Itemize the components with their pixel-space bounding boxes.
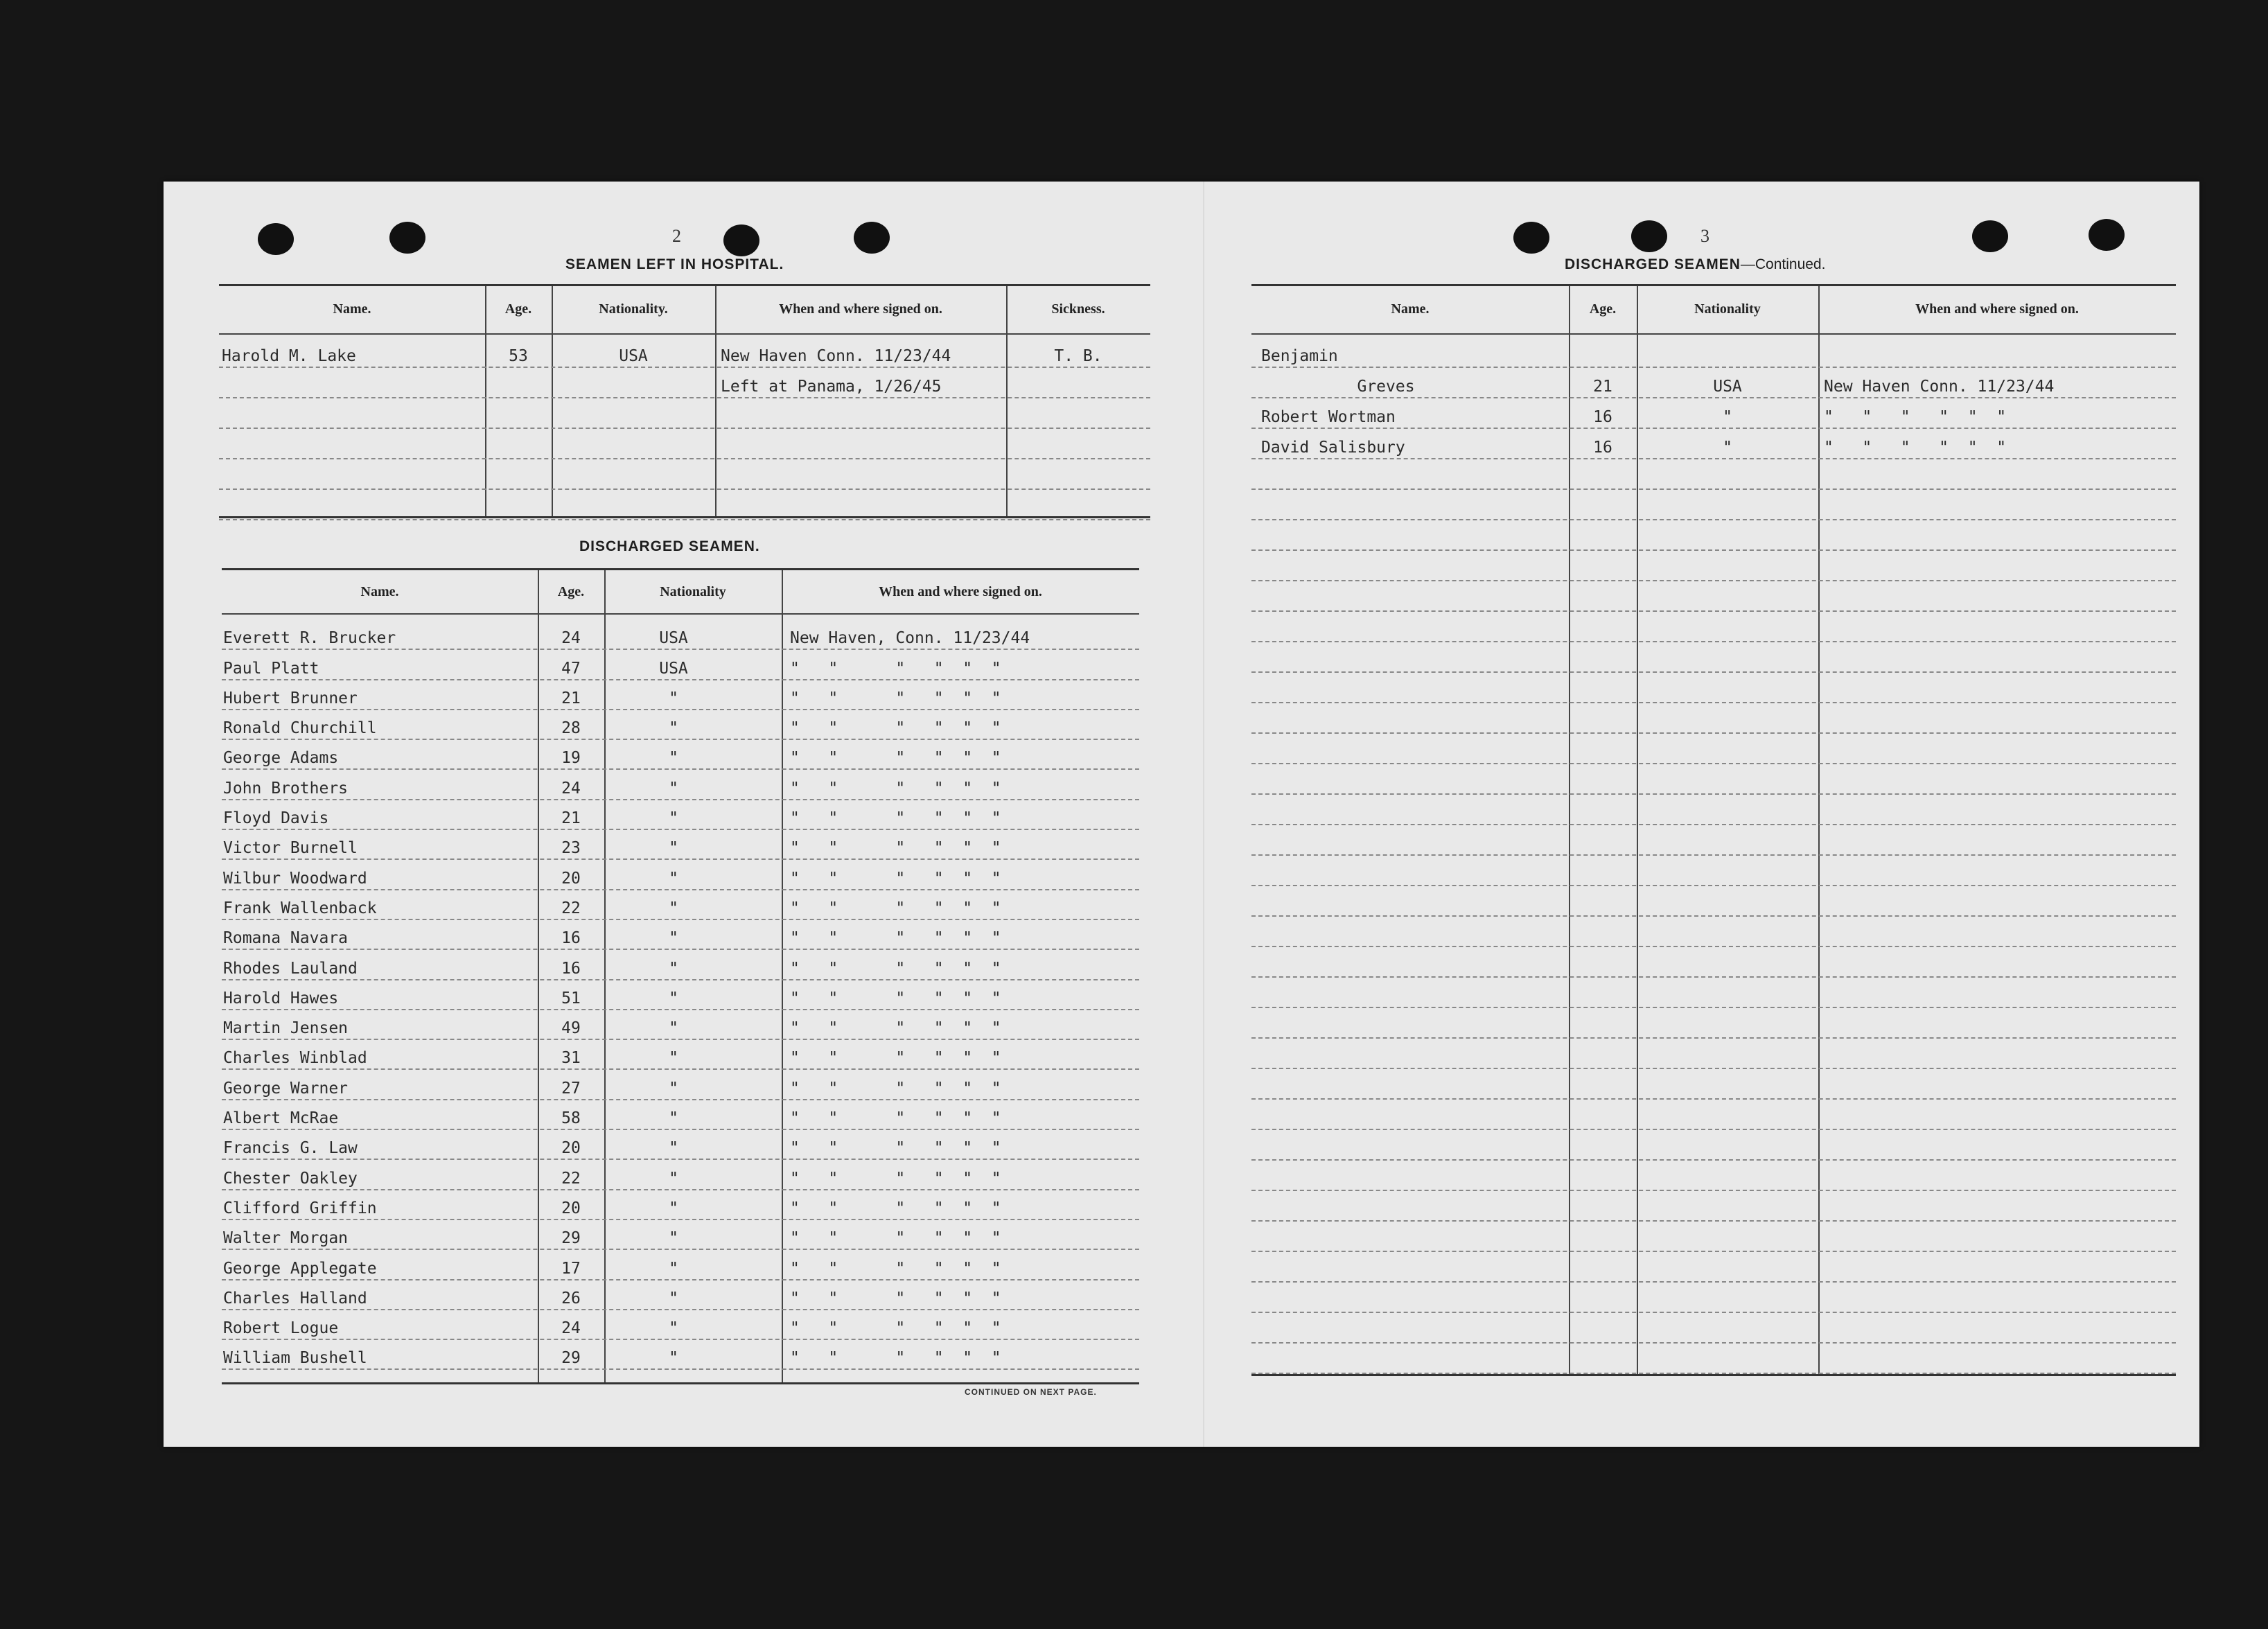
table-row [1251, 641, 2176, 673]
cell-signed: " " " " " " [790, 1199, 1001, 1217]
punch-hole [258, 223, 294, 255]
cell-nationality: " [669, 989, 678, 1007]
table-row [1251, 610, 2176, 642]
cell-signed: " " " " " " [790, 1349, 1001, 1368]
table-row [1251, 854, 2176, 886]
table-row [222, 1279, 1139, 1310]
table-row [219, 488, 1150, 520]
header-nationality: Nationality [660, 584, 726, 599]
discharged-continued-table [1251, 284, 2176, 1376]
table-row [219, 336, 1150, 368]
header-age: Age. [504, 301, 532, 317]
table-row [222, 858, 1139, 890]
cell-nationality: " [669, 959, 678, 978]
cell-name: Charles Winblad [223, 1049, 367, 1068]
cell-name: Hubert Brunner [223, 689, 358, 707]
cell-name: Charles Halland [223, 1289, 367, 1307]
cell-name: Walter Morgan [223, 1229, 349, 1248]
table-row [1251, 428, 2176, 459]
discharged-section-title: DISCHARGED SEAMEN. [579, 538, 760, 554]
cell-signed: " " " " " " [790, 1049, 1001, 1068]
cell-signed: New Haven, Conn. 11/23/44 [790, 629, 1030, 648]
cell-signed: " " " " " " [790, 1139, 1001, 1158]
header-signed-on: When and where signed on. [879, 584, 1042, 599]
cell-nationality: " [669, 1199, 678, 1217]
table-row [222, 1309, 1139, 1340]
cell-nationality: " [669, 1259, 678, 1278]
table-row [222, 739, 1139, 770]
cell-name: Victor Burnell [223, 839, 358, 858]
cell-nationality: USA [659, 629, 688, 648]
cell-nationality: " [669, 749, 678, 768]
header-age: Age. [557, 584, 585, 599]
cell-nationality: " [669, 1289, 678, 1307]
cell-signed: " " " " " " [790, 719, 1001, 738]
table-row [219, 458, 1150, 490]
discharged-table-header [222, 570, 1139, 615]
cell-signed: " " " " " " [790, 1259, 1001, 1278]
cell-age: 22 [561, 899, 581, 917]
cell-name: Floyd Davis [223, 809, 329, 828]
cell-name: Wilbur Woodward [223, 869, 367, 888]
table-row [222, 679, 1139, 710]
table-row [222, 1129, 1139, 1160]
continued-note: CONTINUED ON NEXT PAGE. [965, 1387, 1097, 1397]
title-main: DISCHARGED SEAMEN [1565, 256, 1741, 272]
cell-signed: " " " " " " [790, 689, 1001, 707]
discharged-continued-title [1565, 256, 1825, 273]
table-row [1251, 1281, 2176, 1313]
cell-signed: Left at Panama, 1/26/45 [721, 378, 942, 396]
cell-nationality: " [669, 1139, 678, 1158]
table-row [1251, 1129, 2176, 1161]
table-row [222, 1099, 1139, 1130]
cell-signed: " " " " " " [790, 749, 1001, 768]
hospital-section-title: SEAMEN LEFT IN HOSPITAL. [565, 256, 784, 272]
punch-hole [2089, 219, 2125, 251]
table-row [1251, 946, 2176, 978]
cell-name: Rhodes Lauland [223, 959, 358, 978]
cell-name: Robert Wortman [1261, 408, 1396, 426]
cell-signed: " " " " " " [790, 779, 1001, 798]
cell-name: George Warner [223, 1079, 349, 1098]
cell-nationality: USA [659, 659, 688, 678]
cell-nationality: " [669, 839, 678, 858]
punch-hole [1631, 220, 1667, 252]
cell-signed: " " " " " " [790, 869, 1001, 888]
cell-name: George Applegate [223, 1259, 377, 1278]
cell-name: Benjamin [1261, 347, 1338, 365]
cell-nationality: " [669, 1169, 678, 1188]
table-row [222, 1069, 1139, 1100]
table-row [1251, 1037, 2176, 1069]
cell-age: 16 [1593, 439, 1612, 457]
cell-nationality: " [669, 929, 678, 948]
table-row [219, 367, 1150, 398]
cell-age: 24 [561, 629, 581, 648]
cell-name: Harold M. Lake [222, 347, 356, 365]
header-nationality: Nationality [1694, 301, 1761, 317]
page-number-right: 3 [1700, 226, 1709, 246]
cell-age: 21 [561, 809, 581, 828]
table-row [222, 949, 1139, 980]
cell-nationality: " [669, 869, 678, 888]
cell-nationality: " [1723, 439, 1732, 457]
cell-nationality: " [669, 899, 678, 917]
header-nationality: Nationality. [599, 301, 668, 317]
cell-signed: " " " " " " [790, 659, 1001, 678]
cell-signed: New Haven Conn. 11/23/44 [1824, 378, 2055, 396]
cell-nationality: " [669, 1019, 678, 1038]
cell-signed: " " " " " " [790, 1289, 1001, 1307]
cell-name: Frank Wallenback [223, 899, 377, 917]
cell-age: 22 [561, 1169, 581, 1188]
cell-name: David Salisbury [1261, 439, 1405, 457]
cell-age: 24 [561, 1319, 581, 1338]
table-row [222, 799, 1139, 830]
cell-age: 16 [561, 929, 581, 948]
cell-age: 28 [561, 719, 581, 738]
cell-name: Everett R. Brucker [223, 629, 396, 648]
table-row [1251, 824, 2176, 856]
cell-age: 26 [561, 1289, 581, 1307]
table-row [1251, 885, 2176, 917]
cell-signed: " " " " " " [790, 929, 1001, 948]
document-sheet [164, 182, 2199, 1447]
cell-name: Ronald Churchill [223, 719, 377, 738]
punch-hole [723, 224, 759, 256]
cell-nationality: " [669, 1049, 678, 1068]
cell-name: John Brothers [223, 779, 349, 798]
table-row [1251, 488, 2176, 520]
table-row [1251, 580, 2176, 612]
cell-signed: New Haven Conn. 11/23/44 [721, 347, 951, 365]
table-row [222, 1009, 1139, 1040]
cell-age: 27 [561, 1079, 581, 1098]
cell-signed: " " " " " " [790, 899, 1001, 917]
cell-signed: " " " " " " [790, 1079, 1001, 1098]
table-row [1251, 1068, 2176, 1100]
table-row [1251, 1251, 2176, 1283]
punch-hole [854, 222, 890, 254]
table-row [219, 428, 1150, 459]
table-row [222, 709, 1139, 740]
cell-signed: " " " " " " [790, 1109, 1001, 1128]
cell-signed: " " " " " " [1824, 408, 2007, 426]
table-row [222, 919, 1139, 950]
cell-nationality: " [669, 1319, 678, 1338]
cell-nationality: " [669, 719, 678, 738]
header-signed-on: When and where signed on. [779, 301, 942, 317]
table-row [1251, 519, 2176, 551]
table-row [1251, 1342, 2176, 1374]
discharged-table [222, 568, 1139, 1384]
cell-age: 51 [561, 989, 581, 1007]
table-row [222, 1189, 1139, 1220]
discharged-continued-header [1251, 286, 2176, 335]
punch-hole [389, 222, 425, 254]
cell-nationality: " [669, 689, 678, 707]
cell-name: Chester Oakley [223, 1169, 358, 1188]
table-row [1251, 397, 2176, 429]
table-row [1251, 763, 2176, 795]
cell-age: 17 [561, 1259, 581, 1278]
table-row [222, 1219, 1139, 1250]
cell-age: 49 [561, 1019, 581, 1038]
cell-signed: " " " " " " [790, 1169, 1001, 1188]
table-row [222, 829, 1139, 860]
cell-age: 58 [561, 1109, 581, 1128]
cell-signed: " " " " " " [790, 989, 1001, 1007]
cell-age: 29 [561, 1349, 581, 1368]
cell-nationality: " [669, 779, 678, 798]
cell-signed: " " " " " " [790, 1229, 1001, 1248]
cell-nationality: " [669, 1079, 678, 1098]
cell-nationality: USA [619, 347, 648, 365]
cell-age: 20 [561, 869, 581, 888]
cell-age: 23 [561, 839, 581, 858]
table-row [222, 1159, 1139, 1190]
table-row [222, 1249, 1139, 1280]
cell-name: Francis G. Law [223, 1139, 358, 1158]
table-row [1251, 702, 2176, 734]
table-row [1251, 458, 2176, 490]
table-row [1251, 549, 2176, 581]
cell-signed: " " " " " " [790, 1019, 1001, 1038]
table-row [1251, 1159, 2176, 1191]
cell-sickness: T. B. [1054, 347, 1102, 365]
header-name: Name. [1391, 301, 1430, 317]
table-row [1251, 1220, 2176, 1252]
cell-age: 21 [1593, 378, 1612, 396]
cell-age: 21 [561, 689, 581, 707]
hospital-table-header [219, 286, 1150, 335]
cell-name: George Adams [223, 749, 339, 768]
cell-signed: " " " " " " [790, 959, 1001, 978]
cell-name: Romana Navara [223, 929, 349, 948]
cell-age: 19 [561, 749, 581, 768]
header-name: Name. [360, 584, 399, 599]
cell-name: William Bushell [223, 1349, 367, 1368]
table-row [1251, 1312, 2176, 1344]
table-row [1251, 915, 2176, 947]
table-row [1251, 671, 2176, 703]
table-row [222, 1339, 1139, 1370]
punch-hole [1972, 220, 2008, 252]
table-row [1251, 1098, 2176, 1130]
cell-age: 47 [561, 659, 581, 678]
cell-age: 20 [561, 1139, 581, 1158]
table-row [1251, 367, 2176, 398]
table-row [1251, 976, 2176, 1008]
table-row [222, 1039, 1139, 1070]
cell-name: Paul Platt [223, 659, 319, 678]
table-row [1251, 732, 2176, 764]
cell-nationality: USA [1713, 378, 1742, 396]
cell-age: 16 [1593, 408, 1612, 426]
header-age: Age. [1589, 301, 1617, 317]
punch-hole [1513, 222, 1549, 254]
cell-nationality: " [1723, 408, 1732, 426]
cell-age: 24 [561, 779, 581, 798]
table-row [222, 769, 1139, 800]
header-signed-on: When and where signed on. [1915, 301, 2079, 317]
cell-name: Robert Logue [223, 1319, 339, 1338]
cell-signed: " " " " " " [790, 1319, 1001, 1338]
cell-nationality: " [669, 1109, 678, 1128]
cell-nationality: " [669, 1349, 678, 1368]
cell-signed: " " " " " " [1824, 439, 2007, 457]
cell-name: Martin Jensen [223, 1019, 349, 1038]
page-number-left: 2 [672, 226, 681, 246]
cell-name: Harold Hawes [223, 989, 339, 1007]
page-fold [1203, 182, 1204, 1447]
cell-age: 20 [561, 1199, 581, 1217]
cell-age: 31 [561, 1049, 581, 1068]
table-row [222, 649, 1139, 680]
table-row [219, 397, 1150, 429]
cell-nationality: " [669, 1229, 678, 1248]
table-row [1251, 1190, 2176, 1222]
cell-name: Greves [1261, 378, 1415, 396]
cell-name: Clifford Griffin [223, 1199, 377, 1217]
cell-signed: " " " " " " [790, 809, 1001, 828]
table-row [1251, 336, 2176, 368]
table-row [1251, 793, 2176, 825]
cell-signed: " " " " " " [790, 839, 1001, 858]
table-row [222, 619, 1139, 650]
table-row [222, 979, 1139, 1010]
hospital-table [219, 284, 1150, 518]
cell-name: Albert McRae [223, 1109, 339, 1128]
cell-age: 53 [509, 347, 528, 365]
cell-age: 29 [561, 1229, 581, 1248]
title-suffix: —Continued. [1740, 256, 1826, 272]
cell-nationality: " [669, 809, 678, 828]
table-row [222, 889, 1139, 920]
table-row [1251, 1007, 2176, 1039]
header-name: Name. [333, 301, 371, 317]
header-sickness: Sickness. [1051, 301, 1105, 317]
cell-age: 16 [561, 959, 581, 978]
